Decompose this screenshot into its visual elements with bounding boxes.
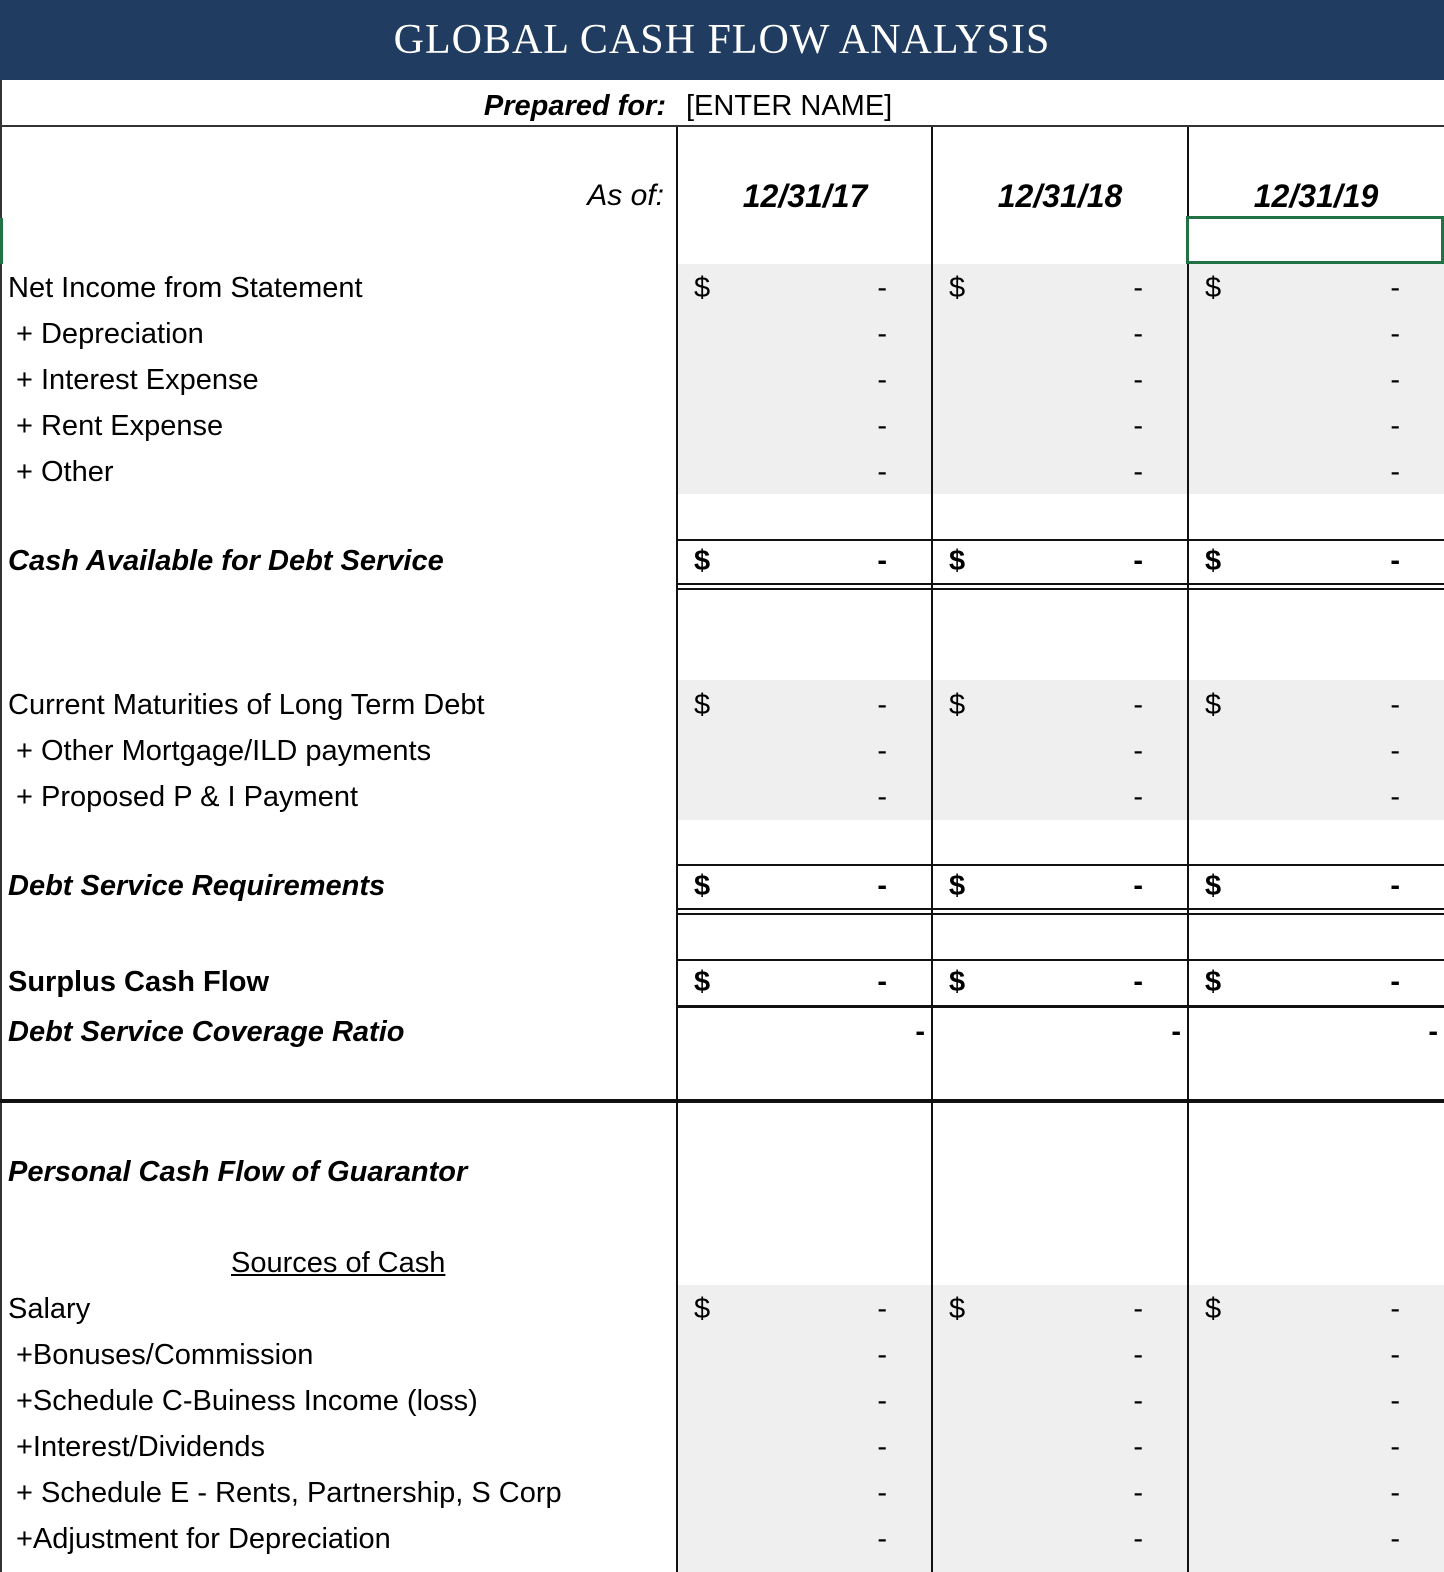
- cash-available-value-col3[interactable]: -: [1390, 545, 1400, 577]
- selection-row-marker: [0, 218, 3, 264]
- row-label-salary: Salary: [8, 1293, 91, 1325]
- other-mortgage-value-col3[interactable]: -: [1390, 735, 1400, 767]
- row-label-interest-expense: + Interest Expense: [16, 364, 259, 396]
- debt-service-requirements-value-col3[interactable]: -: [1390, 870, 1400, 902]
- proposed-pi-value-col2[interactable]: -: [1133, 781, 1143, 813]
- interest-dividends-value-col1[interactable]: -: [877, 1431, 887, 1463]
- dsr-double-border: [676, 908, 1444, 915]
- row-label-other: + Other: [16, 456, 114, 488]
- date-col1[interactable]: 12/31/17: [742, 178, 868, 214]
- input-area-3-col3[interactable]: [1189, 1285, 1444, 1572]
- row-label-dscr: Debt Service Coverage Ratio: [8, 1016, 405, 1048]
- debt-service-requirements-value-col1[interactable]: -: [877, 870, 887, 902]
- cash-available-top-border: [676, 539, 1444, 541]
- adjustment-depreciation-value-col2[interactable]: -: [1133, 1523, 1143, 1555]
- depreciation-value-col3[interactable]: -: [1390, 318, 1400, 350]
- cash-available-currency-col3: $: [1205, 545, 1222, 577]
- surplus-top-border: [676, 959, 1444, 961]
- current-maturities-value-col1[interactable]: -: [877, 689, 887, 721]
- debt-service-requirements-value-col2[interactable]: -: [1133, 870, 1143, 902]
- prepared-row-bottom-border: [0, 125, 1444, 127]
- input-area-1-col3[interactable]: [1189, 264, 1444, 494]
- row-label-net-income: Net Income from Statement: [8, 272, 363, 304]
- depreciation-value-col2[interactable]: -: [1133, 318, 1143, 350]
- cash-available-currency-col2: $: [949, 545, 966, 577]
- sources-of-cash-heading: Sources of Cash: [231, 1247, 446, 1279]
- date-col3[interactable]: 12/31/19: [1253, 178, 1379, 214]
- surplus-cash-flow-currency-col3: $: [1205, 966, 1222, 998]
- current-maturities-value-col2[interactable]: -: [1133, 689, 1143, 721]
- interest-expense-value-col2[interactable]: -: [1133, 364, 1143, 396]
- row-label-depreciation: + Depreciation: [16, 318, 204, 350]
- net-income-value-col1[interactable]: -: [877, 272, 887, 304]
- cash-available-value-col2[interactable]: -: [1133, 545, 1143, 577]
- row-label-surplus-cash-flow: Surplus Cash Flow: [8, 966, 270, 998]
- bonuses-value-col3[interactable]: -: [1390, 1339, 1400, 1371]
- schedule-e-value-col1[interactable]: -: [877, 1477, 887, 1509]
- adjustment-depreciation-value-col3[interactable]: -: [1390, 1523, 1400, 1555]
- sheet-title: GLOBAL CASH FLOW ANALYSIS: [0, 0, 1444, 80]
- surplus-cash-flow-value-col1[interactable]: -: [877, 966, 887, 998]
- dsr-top-border: [676, 864, 1444, 866]
- row-label-rent-expense: + Rent Expense: [16, 410, 224, 442]
- input-area-2-col2[interactable]: [933, 680, 1187, 820]
- rent-expense-value-col1[interactable]: -: [877, 410, 887, 442]
- cash-available-double-border: [676, 583, 1444, 590]
- row-label-other-mortgage: + Other Mortgage/ILD payments: [16, 735, 432, 767]
- current-maturities-currency-col3: $: [1205, 689, 1222, 721]
- input-area-1-col2[interactable]: [933, 264, 1187, 494]
- row-label-bonuses: +Bonuses/Commission: [16, 1339, 314, 1371]
- rent-expense-value-col2[interactable]: -: [1133, 410, 1143, 442]
- interest-expense-value-col1[interactable]: -: [877, 364, 887, 396]
- input-area-3-col2[interactable]: [933, 1285, 1187, 1572]
- rent-expense-value-col3[interactable]: -: [1390, 410, 1400, 442]
- schedule-e-value-col3[interactable]: -: [1390, 1477, 1400, 1509]
- net-income-currency-col3: $: [1205, 272, 1222, 304]
- prepared-for-label: Prepared for:: [483, 90, 666, 122]
- surplus-cash-flow-currency-col2: $: [949, 966, 966, 998]
- bonuses-value-col1[interactable]: -: [877, 1339, 887, 1371]
- current-maturities-currency-col2: $: [949, 689, 966, 721]
- schedule-c-value-col1[interactable]: -: [877, 1385, 887, 1417]
- salary-value-col2[interactable]: -: [1133, 1293, 1143, 1325]
- salary-currency-col3: $: [1205, 1293, 1222, 1325]
- input-area-2-col1[interactable]: [678, 680, 931, 820]
- net-income-currency-col1: $: [694, 272, 711, 304]
- interest-dividends-value-col3[interactable]: -: [1390, 1431, 1400, 1463]
- input-area-1-col1[interactable]: [678, 264, 931, 494]
- row-label-schedule-e: + Schedule E - Rents, Partnership, S Corp: [16, 1477, 562, 1509]
- surplus-bottom-border: [676, 1005, 1444, 1008]
- current-maturities-currency-col1: $: [694, 689, 711, 721]
- section-divider: [0, 1099, 1444, 1103]
- row-label-adjustment-depreciation: +Adjustment for Depreciation: [16, 1523, 391, 1555]
- salary-value-col1[interactable]: -: [877, 1293, 887, 1325]
- input-area-3-col1[interactable]: [678, 1285, 931, 1572]
- row-label-schedule-c: +Schedule C-Buiness Income (loss): [16, 1385, 478, 1417]
- other-value-col2[interactable]: -: [1133, 456, 1143, 488]
- salary-value-col3[interactable]: -: [1390, 1293, 1400, 1325]
- other-value-col3[interactable]: -: [1390, 456, 1400, 488]
- as-of-label: As of:: [587, 179, 664, 212]
- row-label-interest-dividends: +Interest/Dividends: [16, 1431, 266, 1463]
- debt-service-requirements-currency-col1: $: [694, 870, 711, 902]
- row-label-current-maturities: Current Maturities of Long Term Debt: [8, 689, 485, 721]
- left-border: [0, 80, 2, 1572]
- prepared-for-value[interactable]: [ENTER NAME]: [686, 90, 893, 122]
- interest-expense-value-col3[interactable]: -: [1390, 364, 1400, 396]
- other-value-col1[interactable]: -: [877, 456, 887, 488]
- bonuses-value-col2[interactable]: -: [1133, 1339, 1143, 1371]
- schedule-e-value-col2[interactable]: -: [1133, 1477, 1143, 1509]
- input-area-2-col3[interactable]: [1189, 680, 1444, 820]
- schedule-c-value-col3[interactable]: -: [1390, 1385, 1400, 1417]
- depreciation-value-col1[interactable]: -: [877, 318, 887, 350]
- row-label-proposed-pi: + Proposed P & I Payment: [16, 781, 359, 813]
- current-maturities-value-col3[interactable]: -: [1390, 689, 1400, 721]
- debt-service-requirements-currency-col3: $: [1205, 870, 1222, 902]
- proposed-pi-value-col3[interactable]: -: [1390, 781, 1400, 813]
- surplus-cash-flow-currency-col1: $: [694, 966, 711, 998]
- net-income-currency-col2: $: [949, 272, 966, 304]
- interest-dividends-value-col2[interactable]: -: [1133, 1431, 1143, 1463]
- row-label-debt-service-requirements: Debt Service Requirements: [8, 870, 386, 902]
- personal-heading: Personal Cash Flow of Guarantor: [8, 1156, 468, 1188]
- net-income-value-col3[interactable]: -: [1390, 272, 1400, 304]
- row-label-cash-available: Cash Available for Debt Service: [8, 545, 444, 577]
- schedule-c-value-col2[interactable]: -: [1133, 1385, 1143, 1417]
- surplus-cash-flow-value-col2[interactable]: -: [1133, 966, 1143, 998]
- adjustment-depreciation-value-col1[interactable]: -: [877, 1523, 887, 1555]
- debt-service-requirements-currency-col2: $: [949, 870, 966, 902]
- date-col2[interactable]: 12/31/18: [997, 178, 1123, 214]
- salary-currency-col1: $: [694, 1293, 711, 1325]
- dscr-value-col3[interactable]: -: [1428, 1016, 1438, 1048]
- cash-available-currency-col1: $: [694, 545, 711, 577]
- other-mortgage-value-col2[interactable]: -: [1133, 735, 1143, 767]
- selected-cell[interactable]: [1186, 216, 1444, 264]
- dscr-value-col2[interactable]: -: [1171, 1016, 1181, 1048]
- other-mortgage-value-col1[interactable]: -: [877, 735, 887, 767]
- net-income-value-col2[interactable]: -: [1133, 272, 1143, 304]
- surplus-cash-flow-value-col3[interactable]: -: [1390, 966, 1400, 998]
- cash-available-value-col1[interactable]: -: [877, 545, 887, 577]
- salary-currency-col2: $: [949, 1293, 966, 1325]
- dscr-value-col1[interactable]: -: [915, 1016, 925, 1048]
- proposed-pi-value-col1[interactable]: -: [877, 781, 887, 813]
